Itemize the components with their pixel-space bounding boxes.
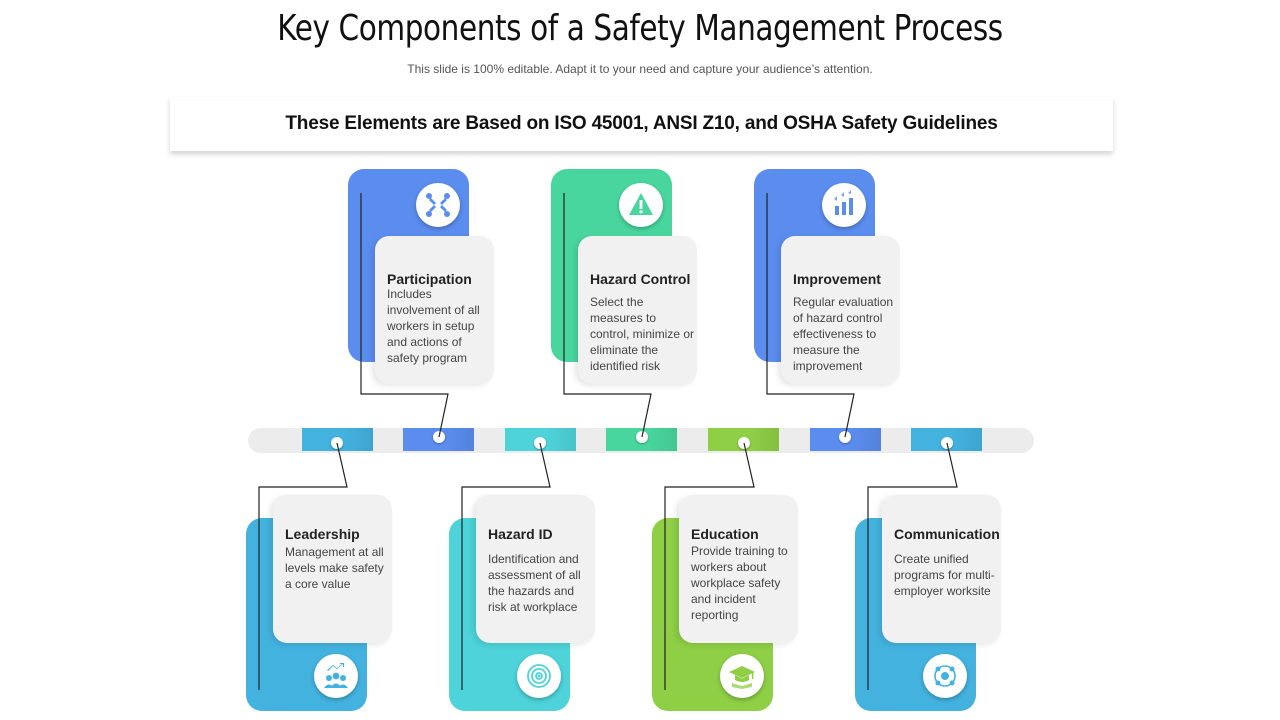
connector-improvement (767, 193, 854, 437)
connector-participation (361, 193, 448, 437)
hazard-id-title: Hazard ID (488, 526, 553, 542)
education-description: Provide training to workers about workplace safety and incident reporting (691, 544, 788, 622)
leadership-description: Management at all levels make safety a core value (285, 545, 384, 591)
connector-hazard-id (462, 443, 550, 690)
hazard-control-title: Hazard Control (590, 271, 691, 287)
participation-title: Participation (387, 271, 472, 287)
communication-description: Create unified programs for multi-employer worksite (894, 552, 995, 598)
leadership-title: Leadership (285, 526, 360, 542)
improvement-description: Regular evaluation of hazard control effectiveness to measure the improvement (793, 295, 894, 373)
slide-subtitle: This slide is 100% editable. Adapt it to your need and capture your audience’s attention. (407, 62, 873, 76)
improvement-title: Improvement (793, 271, 881, 287)
education-title: Education (691, 526, 759, 542)
hazard-control-description: Select the measures to control, minimize or eliminate the identified risk (590, 295, 695, 373)
connector-leadership (259, 443, 347, 690)
slide-title: Key Components of a Safety Management Process (277, 8, 1003, 49)
connector-education (665, 443, 754, 690)
hazard-id-description: Identification and assessment of all the hazards and risk at workplace (488, 552, 581, 614)
participation-description: Includes involvement of all workers in setup and actions of safety program (387, 287, 480, 365)
connector-hazard-control (564, 193, 651, 437)
connector-communication (868, 443, 957, 690)
communication-title: Communication (894, 526, 1000, 542)
banner-text: These Elements are Based on ISO 45001, ANSI Z10, and OSHA Safety Guidelines (285, 113, 998, 134)
